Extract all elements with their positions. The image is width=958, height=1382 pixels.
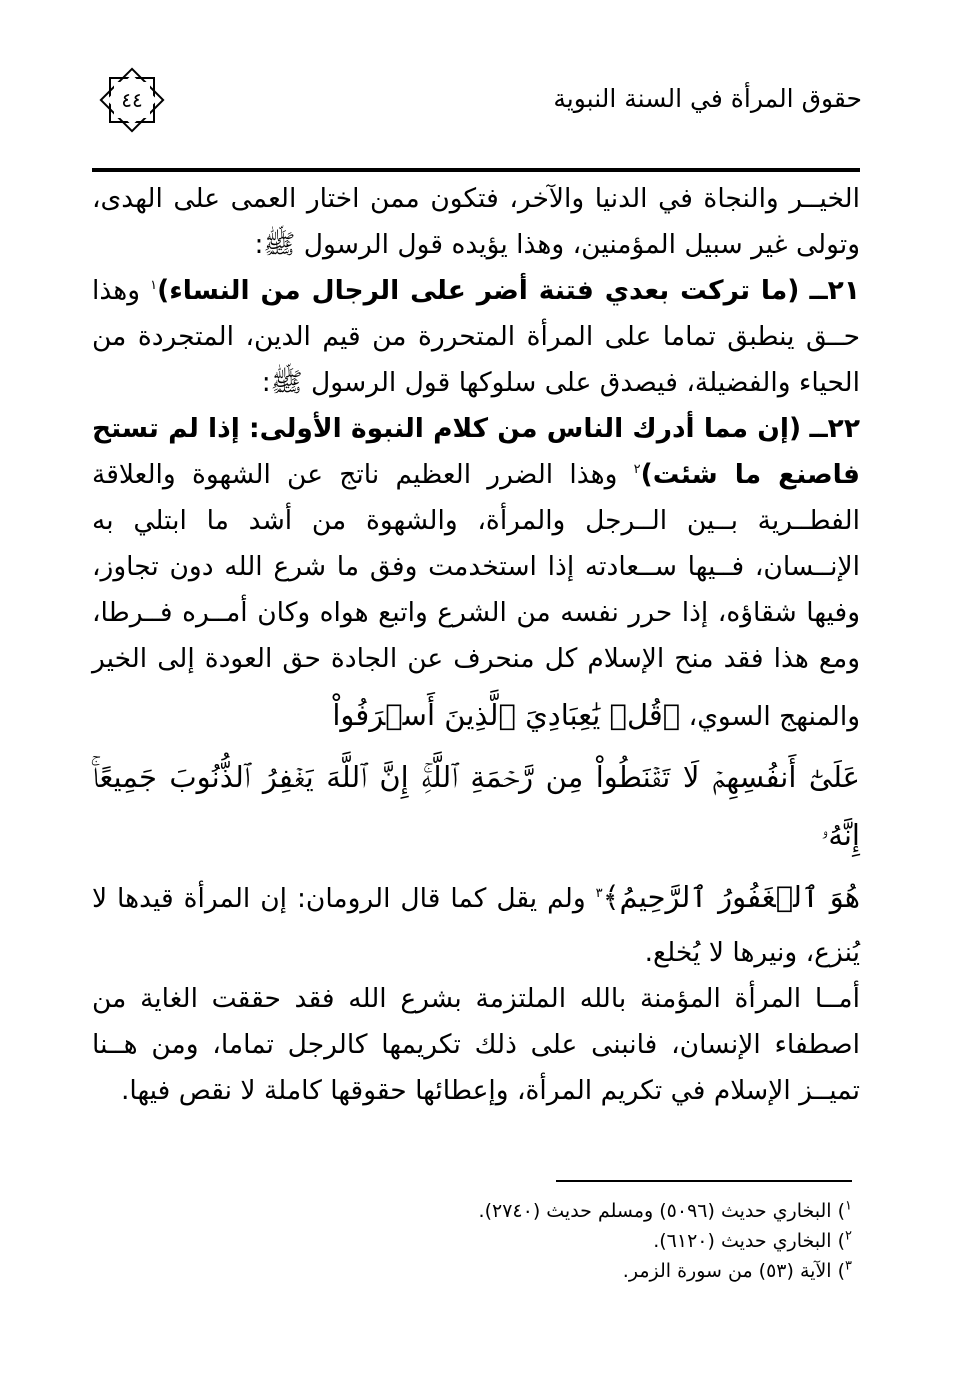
page-number-badge <box>96 64 168 136</box>
hadith-22-paragraph <box>92 406 860 748</box>
hadith-21-paragraph <box>92 268 860 406</box>
quran-verse-line-2-text: عَلَىٰٓ أَنفُسِهِمۡ لَا تَقۡنَطُواْ مِن رَّحۡمَةِ ٱللَّهِۚ إِنَّ ٱللَّهَ يَغۡفِرُ ٱلذُّنُوبَ جَمِيعًاۚ إِنَّهُۥ <box>92 760 860 852</box>
book-title: حقوق المرأة في السنة النبوية <box>553 84 862 113</box>
footnote-3-marker: ٣ <box>845 1258 852 1274</box>
hadith-21-commentary: وهذا حــق ينطبق تماما على المرأة المتحررة من قيم الدين، المتجردة من الحياء والفضيلة، فيصدق على سلوكها قول الرسول ﷺ: <box>92 275 860 398</box>
footnote-ref-3: ٣ <box>595 886 603 902</box>
page-header <box>90 60 862 170</box>
footnote-2-marker: ٢ <box>845 1228 852 1244</box>
verse-ending-paragraph <box>92 864 860 976</box>
hadith-22-number: ٢٢ــ <box>809 413 860 444</box>
hadith-21-text: (ما تركت بعدي فتنة أضر على الرجال من النساء) <box>157 275 800 306</box>
quran-verse-line-1: ﴿قُلۡ يَٰعِبَادِيَ ٱلَّذِينَ أَسۡرَفُواْ <box>332 698 681 732</box>
footnote-ref-2: ٢ <box>633 462 641 478</box>
closing-paragraph <box>92 976 860 1114</box>
intro-text: الخيــر والنجاة في الدنيا والآخر، فتكون ممن اختار العمى على الهدى، وتولى غير سبيل المؤمنين، وهذا يؤيده قول الرسول ﷺ: <box>92 183 860 260</box>
header-divider <box>92 168 860 172</box>
footnote-2-text: البخاري حديث (٦١٢٠). <box>653 1230 832 1252</box>
hadith-22-text: (إن مما أدرك الناس من كلام النبوة الأولى: إذا لم تستح فاصنع ما شئت) <box>92 413 860 490</box>
verse-commentary: ولم يقل كما قال الرومان: إن المرأة قيدها لا يُنزع، ونيرها لا يُخلع. <box>92 883 860 968</box>
closing-text: أمــا المرأة المؤمنة بالله الملتزمة بشرع الله فقد حققت الغاية من اصطفاء الإنسان، فانبنى على ذلك تكريمها كالرجل تماما، ومن هــنا تميــز الإسلام في تكريم المرأة، وإعطائها حقوقها كاملة لا نقص فيها. <box>92 983 860 1106</box>
footnote-2: $^٢$) البخاري حديث (٦١٢٠). <box>653 1228 852 1252</box>
footnote-1-marker: ١ <box>845 1198 852 1214</box>
footnote-1: $^١$) البخاري حديث (٥٠٩٦) ومسلم حديث (٢٧٤٠). <box>478 1198 852 1222</box>
footnote-1-text: البخاري حديث (٥٠٩٦) ومسلم حديث (٢٧٤٠). <box>478 1200 832 1222</box>
page-number: ٤٤ <box>121 88 143 112</box>
main-text <box>92 176 860 1114</box>
intro-paragraph <box>92 176 860 268</box>
quran-verse-line-2 <box>92 748 860 864</box>
footnote-3-text: الآية (٥٣) من سورة الزمر. <box>622 1260 832 1282</box>
hadith-22-commentary: وهذا الضرر العظيم ناتج عن الشهوة والعلاقة الفطــرية بــين الــرجل والمرأة، والشهوة من أشد ما ابتلي به الإنــسان، فــيها ســعادته إذا استخدمت وفق ما شرع الله دون تجاوز، وفيها شقاؤه، إذا حرر نفسه من الشرع واتبع هواه وكان أمــره فــرطا، ومع هذا فقد منح الإسلام كل منحرف عن الجادة حق العودة إلى الخير والمنهج السوي، <box>92 459 860 732</box>
footnote-3: $^٣$) الآية (٥٣) من سورة الزمر. <box>622 1258 852 1282</box>
footnote-ref-1: ١ <box>150 278 158 294</box>
hadith-21-number: ٢١ــ <box>809 275 860 306</box>
quran-verse-line-3: هُوَ ٱلۡغَفُورُ ٱلرَّحِيمُ﴾ <box>602 880 860 914</box>
footnotes <box>352 1196 852 1286</box>
footnote-divider <box>556 1180 852 1182</box>
